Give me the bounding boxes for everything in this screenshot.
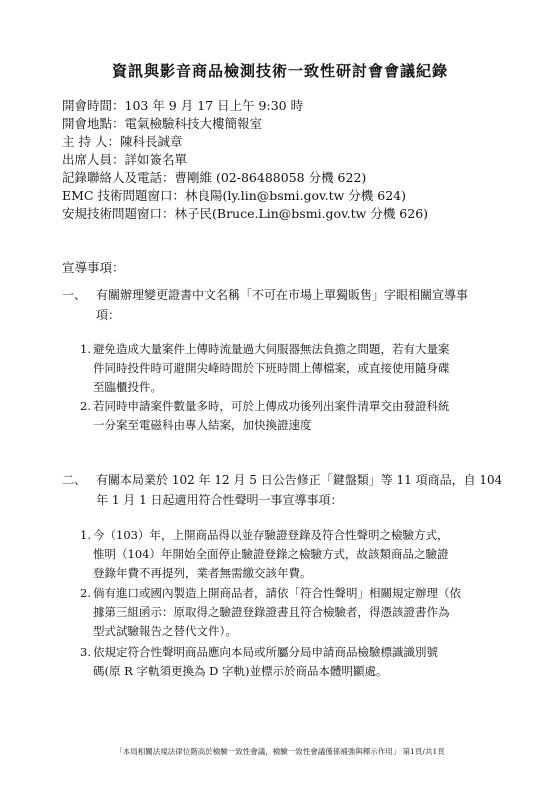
item-line: 年 1 月 1 日起適用符合性聲明一事宣導事項： xyxy=(96,493,343,507)
item-line: 有關辦理變更證書中文名稱「不可在市場上單獨販售」字眼相關宣導事 xyxy=(96,288,469,302)
sub-item xyxy=(80,584,520,641)
emc-contact: EMC 技術問題窗口：林良陽(ly.lin@bsmi.gov.tw 分機 624) xyxy=(62,188,406,203)
attendees: 出席人員：詳如簽名單 xyxy=(62,152,188,167)
meeting-location: 開會地點：電氣檢驗科技大樓簡報室 xyxy=(62,116,263,131)
item-line: 有關本局業於 102 年 12 月 5 日公告修正「鍵盤類」等 11 項商品，自 104 xyxy=(96,473,503,487)
sub-item xyxy=(80,397,520,435)
announcement-item xyxy=(62,285,522,325)
recorder-contact: 記錄聯絡人及電話：曹剛維 (02-86488058 分機 622) xyxy=(62,170,367,185)
sub-item xyxy=(80,526,520,583)
sub-item-line: 登錄年費不再提列，業者無需繳交該年費。 xyxy=(93,566,312,580)
announcement-item xyxy=(62,470,522,510)
sub-item-line: 碼(原 R 字軌須更換為 D 字軌)並標示於商品本體明顯處。 xyxy=(93,664,388,678)
meeting-info xyxy=(62,97,428,223)
item-number: 一、 xyxy=(62,288,87,302)
section-heading: 宣導事項： xyxy=(62,260,125,275)
sub-item-number: 2. xyxy=(80,586,91,600)
sub-item-line: 若同時申請案件數量多時，可於上傳成功後列出案件清單交由發證科統 xyxy=(93,399,450,413)
sub-item-line: 型式試驗報告之替代文件）。 xyxy=(93,624,237,638)
sub-item xyxy=(80,643,520,681)
sub-item-line: 惟明（104）年開始全面停止驗證登錄之檢驗方式，故該類商品之驗證 xyxy=(93,547,449,561)
sub-item-line: 倘有進口或國內製造上開商品者，請依「符合性聲明」相關規定辦理（依 xyxy=(93,586,461,600)
sub-item-line: 今（103）年，上開商品得以並存驗證登錄及符合性聲明之檢驗方式， xyxy=(93,528,449,542)
sub-item-number: 3. xyxy=(80,645,91,659)
safety-contact: 安規技術問題窗口：林子民(Bruce.Lin@bsmi.gov.tw 分機 626) xyxy=(62,206,429,221)
document-title: 資訊與影音商品檢測技術一致性研討會會議紀錄 xyxy=(111,62,448,80)
sub-item-line: 依規定符合性聲明商品應向本局或所屬分局申請商品檢驗標識識別號 xyxy=(93,645,438,659)
sub-item-line: 避免造成大量案件上傳時流量過大伺服器無法負擔之問題，若有大量案 xyxy=(93,342,450,356)
sub-item-number: 1. xyxy=(80,528,91,542)
meeting-chair: 主 持 人：陳科長誠章 xyxy=(62,134,183,149)
sub-item-line: 至臨櫃投件。 xyxy=(93,380,162,394)
sub-item-number: 2. xyxy=(80,399,91,413)
sub-item-line: 據第三組函示：原取得之驗證登錄證書且符合檢驗者，得憑該證書作為 xyxy=(93,605,450,619)
sub-item-line: 一分案至電磁科由專人結案，加快換證速度 xyxy=(93,418,312,432)
item-number: 二、 xyxy=(62,473,87,487)
item-line: 項： xyxy=(96,308,121,322)
page-footer: 「本局相關法規法律位階高於檢驗一致性會議，檢驗一致性會議僅係補強與釋示作用」 第1頁/共1頁 xyxy=(115,747,445,756)
meeting-time: 開會時間：103 年 9 月 17 日上午 9:30 時 xyxy=(62,98,304,113)
sub-item xyxy=(80,340,520,397)
sub-item-number: 1. xyxy=(80,342,91,356)
sub-item-line: 件同時投件時可避開尖峰時間於下班時間上傳檔案，或直接使用隨身碟 xyxy=(93,361,450,375)
